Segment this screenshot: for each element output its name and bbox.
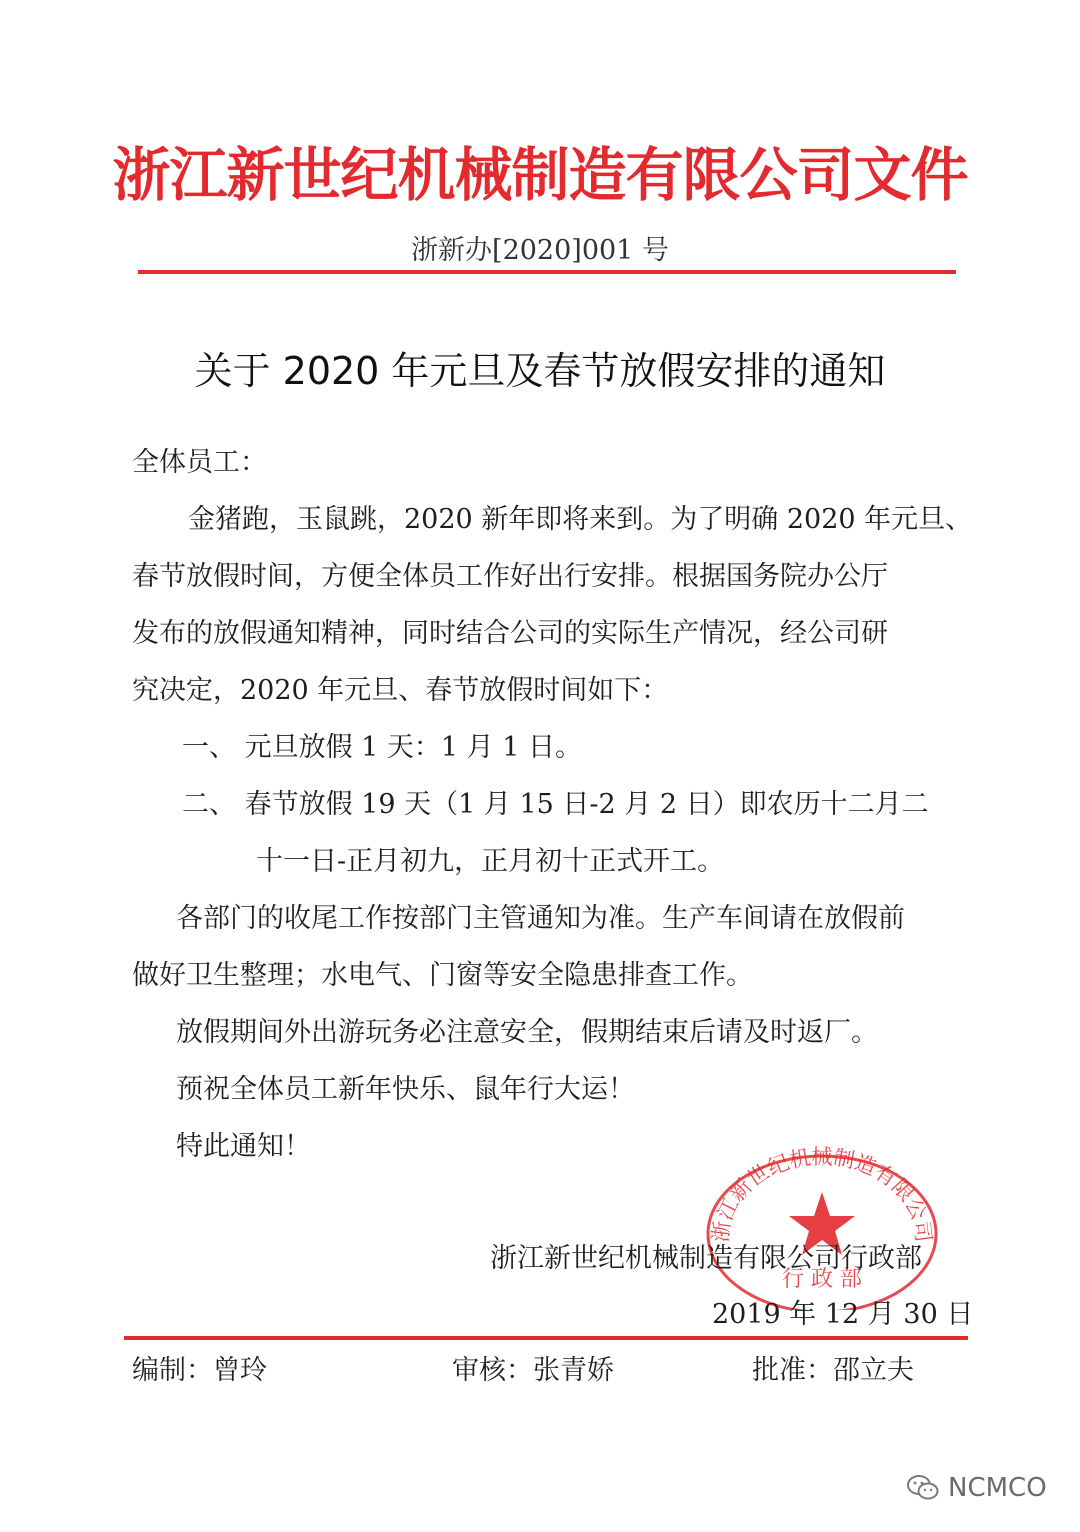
body-line: 发布的放假通知精神，同时结合公司的实际生产情况，经公司研	[132, 618, 888, 649]
wechat-watermark	[906, 1468, 1047, 1508]
footer-divider	[124, 1336, 968, 1340]
list-item-spring-festival-cont: 十一日-正月初九，正月初十正式开工。	[256, 846, 725, 877]
body-line: 预祝全体员工新年快乐、鼠年行大运！	[176, 1074, 635, 1105]
body-line: 春节放假时间，方便全体员工作好出行安排。根据国务院办公厅	[132, 561, 888, 592]
document-number: 浙新办[2020]001 号	[411, 235, 669, 266]
body-line: 放假期间外出游玩务必注意安全，假期结束后请及时返厂。	[176, 1017, 878, 1048]
list-item-spring-festival: 二、 春节放假 19 天（1 月 15 日-2 月 2 日）即农历十二月二	[182, 789, 929, 820]
header-divider	[138, 270, 956, 274]
svg-text:浙江新世纪机械制造有限公司: 浙江新世纪机械制造有限公司	[708, 1145, 936, 1244]
body-line: 各部门的收尾工作按部门主管通知为准。生产车间请在放假前	[176, 903, 905, 934]
body-line: 究决定，2020 年元旦、春节放假时间如下：	[132, 675, 669, 706]
signature-date: 2019 年 12 月 30 日	[712, 1299, 974, 1330]
org-document-header: 浙江新世纪机械制造有限公司文件	[112, 141, 968, 209]
svg-text:行 政 部: 行 政 部	[782, 1267, 862, 1292]
prepared-by: 编制：曾玲	[132, 1355, 267, 1386]
company-seal	[704, 1140, 940, 1310]
notice-title: 关于 2020 年元旦及春节放假安排的通知	[194, 349, 886, 393]
salutation: 全体员工：	[132, 447, 267, 478]
wechat-icon	[906, 1473, 940, 1503]
reviewed-by: 审核：张青娇	[452, 1355, 614, 1386]
closing-line: 特此通知！	[176, 1131, 311, 1162]
watermark-text: NCMCO	[948, 1473, 1047, 1503]
signature-department: 浙江新世纪机械制造有限公司行政部	[490, 1243, 922, 1274]
list-item-new-year: 一、 元旦放假 1 天：1 月 1 日。	[182, 732, 583, 763]
body-line: 金猪跑，玉鼠跳，2020 新年即将来到。为了明确 2020 年元旦、	[188, 504, 973, 535]
approved-by: 批准：邵立夫	[752, 1355, 914, 1386]
body-line: 做好卫生整理；水电气、门窗等安全隐患排查工作。	[132, 960, 753, 991]
